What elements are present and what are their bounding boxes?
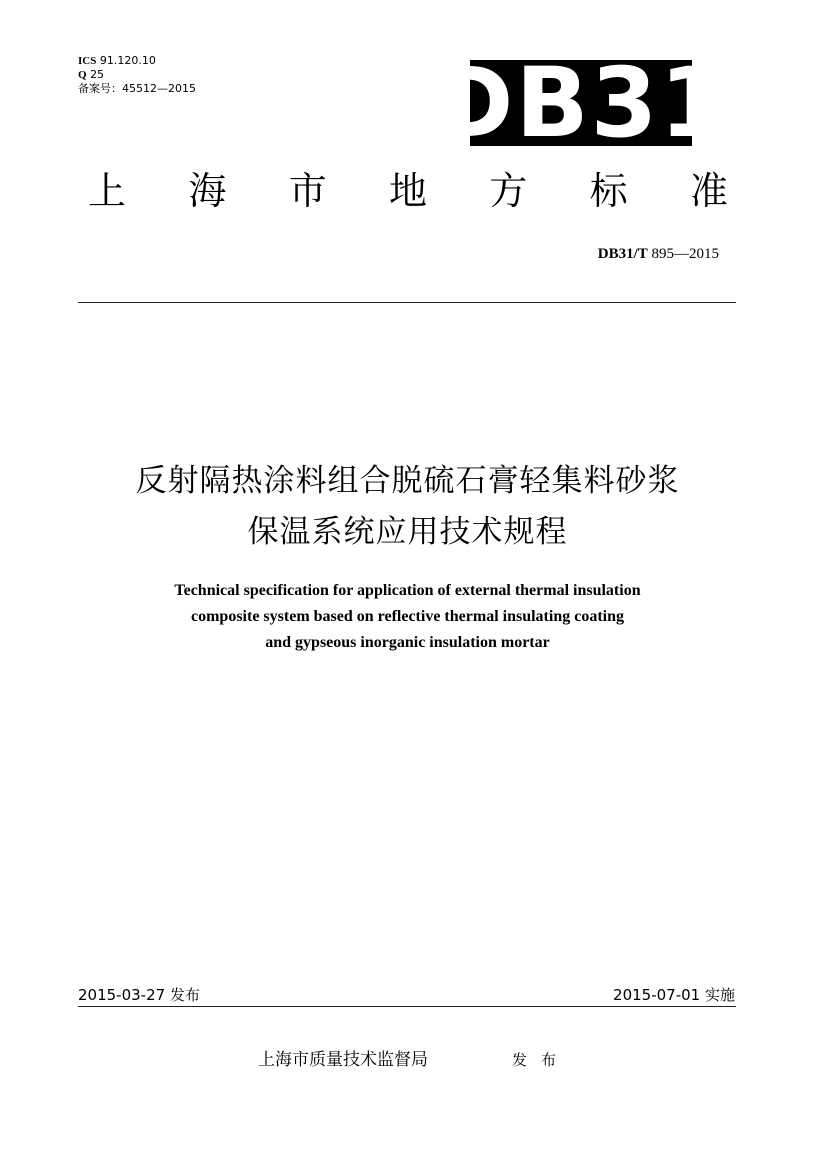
english-title (0, 578, 815, 656)
q-label: Q (78, 69, 87, 81)
title-char: 地 (388, 169, 427, 213)
standard-code-number: 895—2015 (651, 246, 719, 262)
implement-date: 2015-07-01 实施 (613, 986, 735, 1004)
title-char: 准 (689, 169, 728, 213)
title-char: 上 (88, 169, 127, 213)
english-title-line: composite system based on reflective thermal insulating coating (191, 608, 624, 625)
metadata-block (78, 54, 196, 95)
bottom-divider (78, 1006, 736, 1007)
q-line (78, 68, 196, 82)
english-title-line: Technical specification for application of external thermal insulation (174, 582, 641, 599)
publish-date: 2015-03-27 发布 (78, 986, 200, 1004)
standard-code-prefix: DB31/T (597, 246, 648, 262)
standard-type-title (88, 166, 728, 216)
chinese-title-line-2: 保温系统应用技术规程 (247, 514, 568, 550)
q-value: 25 (90, 68, 105, 81)
title-char: 市 (288, 169, 327, 213)
ics-line (78, 54, 196, 68)
ics-value: 91.120.10 (99, 54, 156, 67)
issued-label: 发布 (512, 1051, 571, 1069)
issuing-authority: 上海市质量技术监督局 (258, 1050, 428, 1070)
db31-logo: DB31 (433, 47, 729, 159)
title-char: 标 (589, 169, 628, 213)
english-title-line: and gypseous inorganic insulation mortar (265, 634, 550, 651)
chinese-title-line-1: 反射隔热涂料组合脱硫石膏轻集料砂浆 (135, 463, 680, 499)
filing-number: 备案号：45512—2015 (78, 82, 196, 95)
title-char: 海 (188, 169, 227, 213)
title-char: 方 (489, 169, 528, 213)
standard-code (598, 246, 719, 263)
ics-label: ICS (78, 55, 97, 67)
top-divider (78, 302, 736, 303)
